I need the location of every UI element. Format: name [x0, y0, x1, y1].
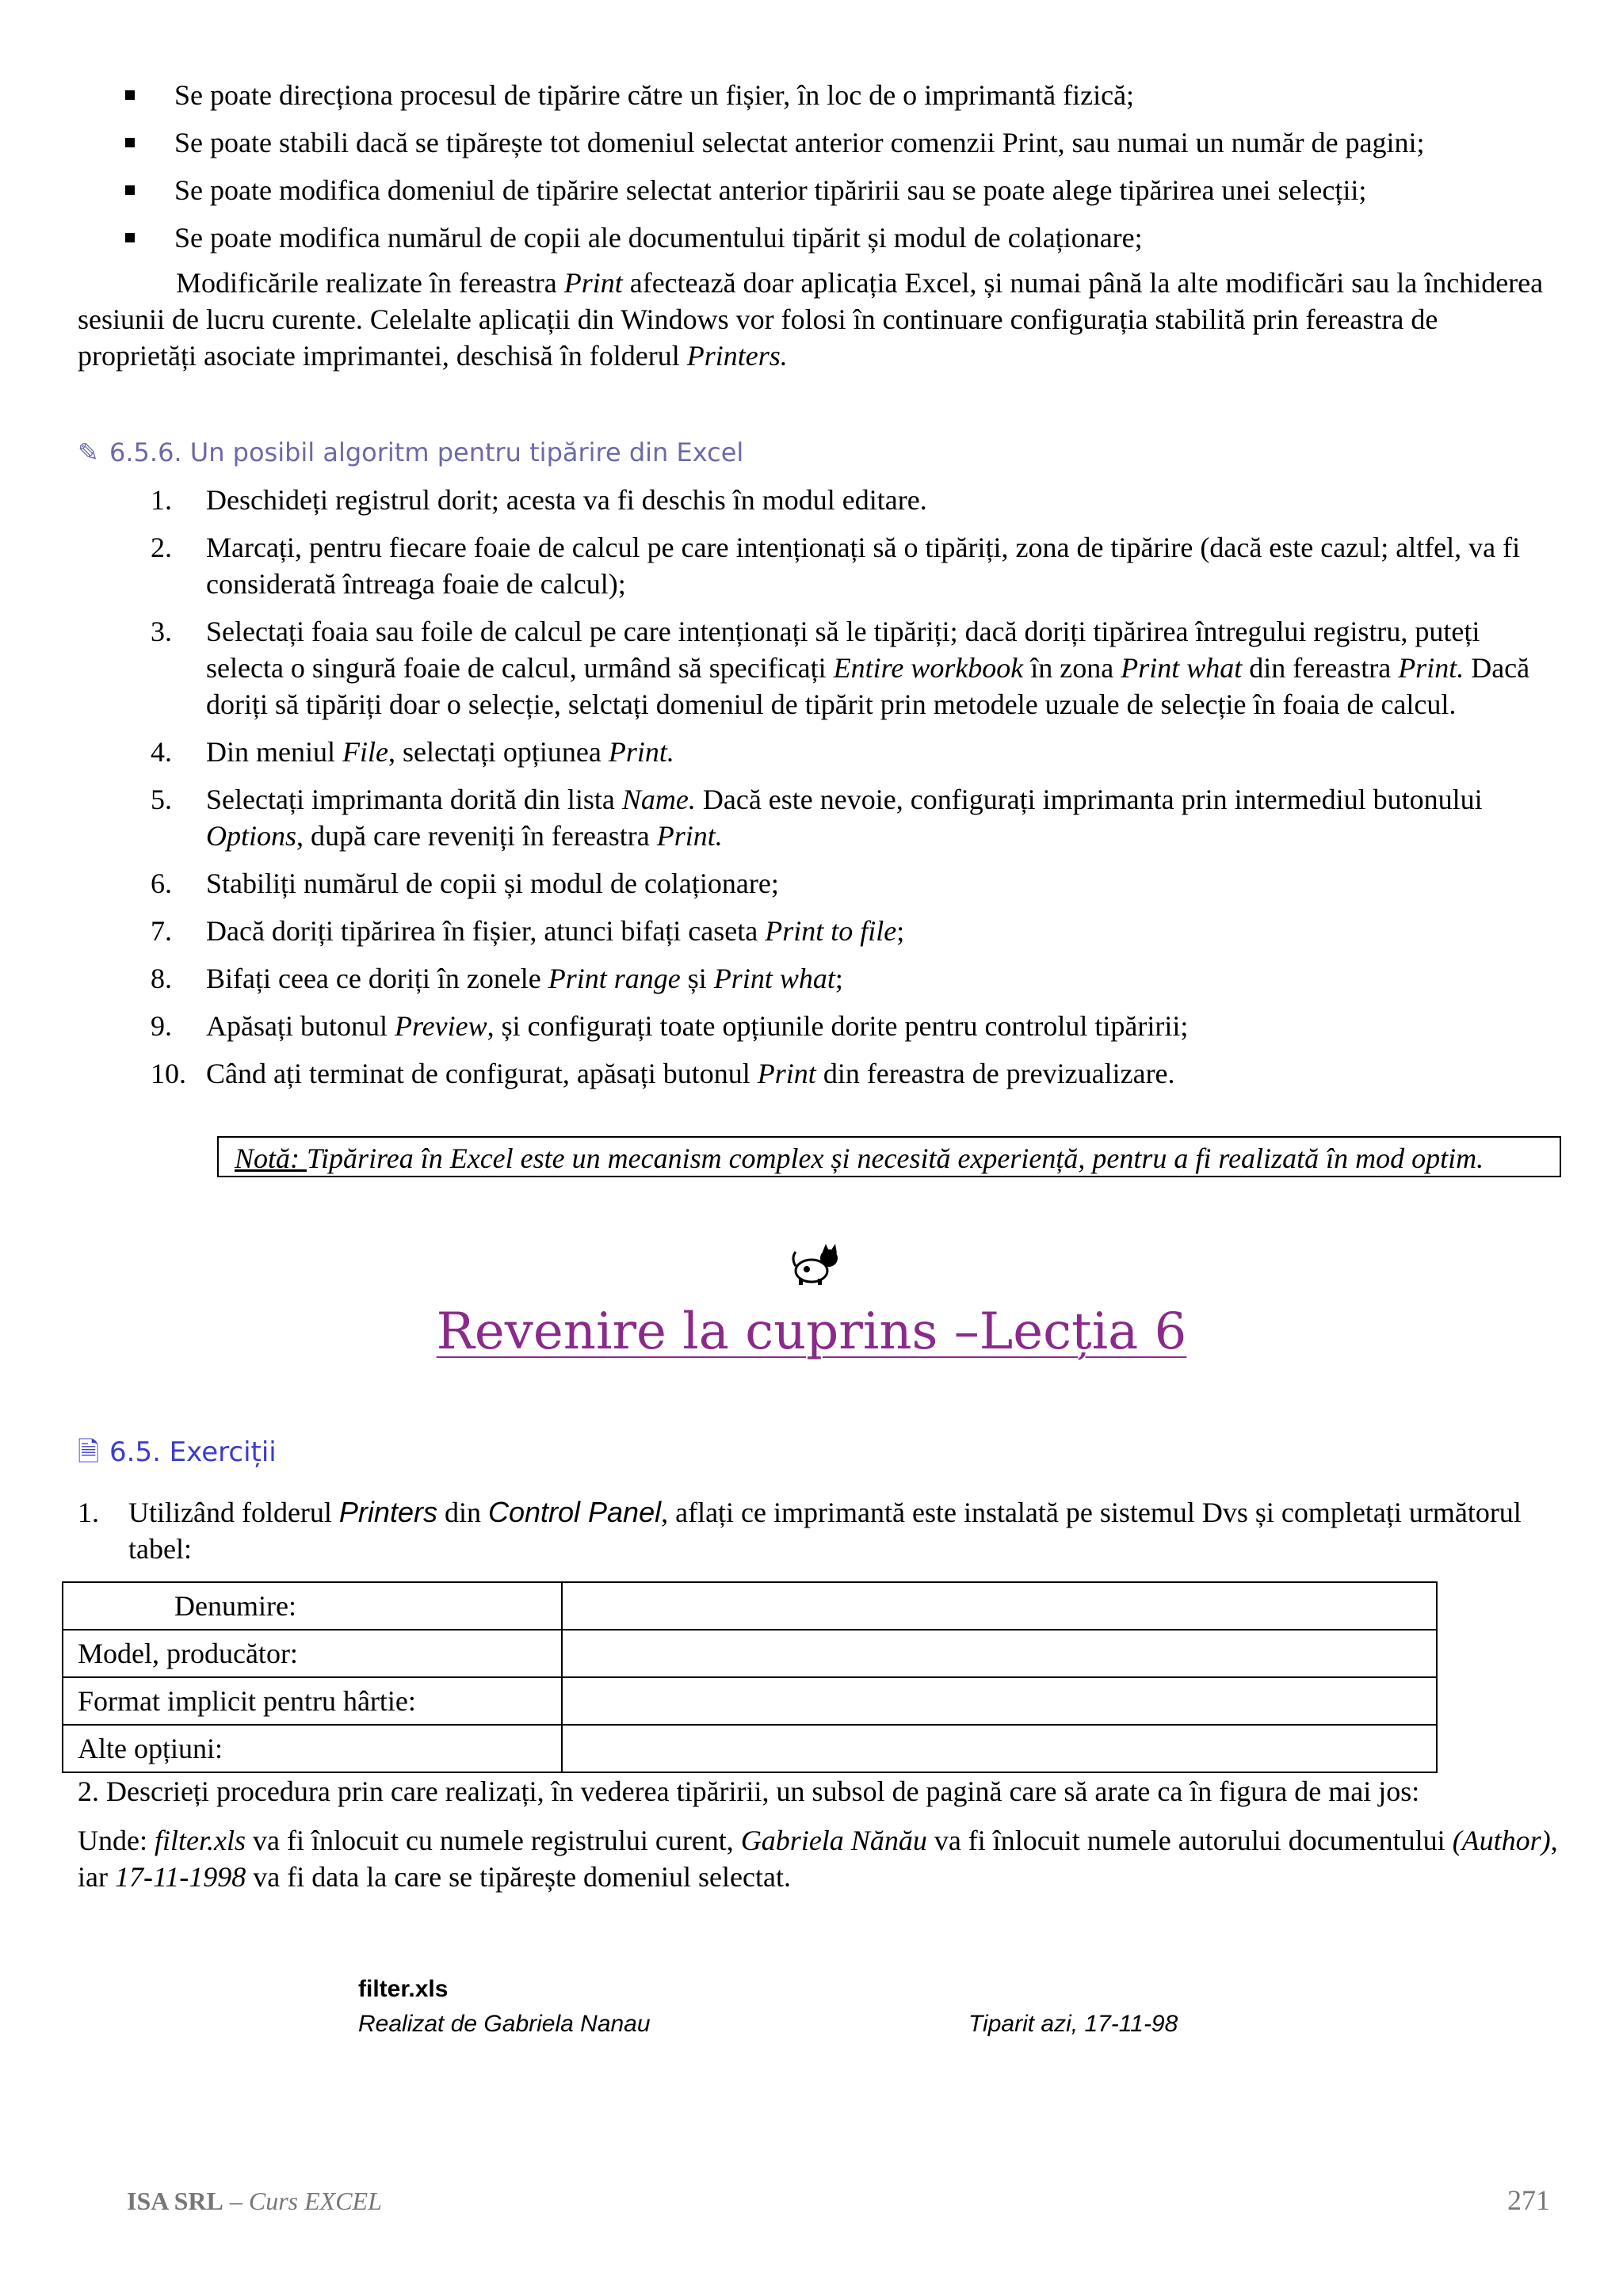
exercise-2: 2. Descrieți procedura prin care realizați, în vederea tipăririi, un subsol de pagină care să arate ca în figura de mai jos: — [78, 1775, 1420, 1807]
list-item: 4. Din meniul File, selectați opțiunea Print. — [151, 736, 674, 768]
exercise-1: 1. Utilizând folderul Printers din Control Panel, aflați ce imprimantă este instalată pe sistemul Dvs și completați următorul tabel: — [78, 1496, 1522, 1565]
pencil-icon: ✎ — [78, 437, 99, 467]
list-item: 7. Dacă doriți tipărirea în fișier, atunci bifați caseta Print to file; — [151, 915, 905, 947]
table-row: Format implicit pentru hârtie: — [63, 1677, 1437, 1725]
bullet-item: Se poate modifica domeniul de tipărire selectat anterior tipăririi sau se poate alege tipărirea unei selecții; — [120, 166, 1587, 214]
list-item: 3. Selectați foaia sau foile de calcul pe care intenționați să le tipăriți; dacă doriți tipărirea întregului registru, puteți selecta o singură foaie de calcul, urmând să specificați Entire workbook în zona Print what din fereastra Print. Dacă doriți să tipăriți doar o selecție, selctați domeniul de tipărit prin metodele uzuale de selecție în foaia de calcul. — [151, 616, 1530, 720]
footer-file-name: filter.xls — [358, 1976, 449, 2002]
list-item: 5. Selectați imprimanta dorită din lista Name. Dacă este nevoie, configurați imprimanta prin intermediul butonului Options, după care reveniți în fereastra Print. — [151, 784, 1483, 852]
note-box: Notă: Tipărirea în Excel este un mecanism complex și necesită experiență, pentru a fi realizată în mod optim. — [217, 1136, 1561, 1177]
list-item: 8. Bifați ceea ce doriți în zonele Print range și Print what; — [151, 963, 843, 994]
table-input-cell[interactable] — [562, 1630, 1437, 1677]
table-input-cell[interactable] — [562, 1677, 1437, 1725]
bullet-square-icon — [125, 90, 135, 100]
bullet-item: Se poate direcționa procesul de tipărire către un fișier, în loc de o imprimantă fizică; — [120, 71, 1587, 119]
bullet-list — [120, 71, 1587, 261]
list-item: 1. Deschideți registrul dorit; acesta va fi deschis în modul editare. — [151, 484, 927, 516]
list-item: 6. Stabiliți numărul de copii și modul de colaționare; — [151, 868, 779, 899]
bullet-square-icon — [125, 233, 135, 242]
list-item: 2. Marcați, pentru fiecare foaie de calcul pe care intenționați să o tipăriți, zona de tipărire (dacă este cazul; altfel, va fi considerată întreaga foaie de calcul); — [151, 532, 1521, 600]
table-input-cell[interactable] — [562, 1725, 1437, 1772]
footer-date: Tiparit azi, 17-11-98 — [968, 2011, 1178, 2037]
table-input-cell[interactable] — [562, 1582, 1437, 1630]
page-number: 271 — [1507, 2184, 1550, 2216]
bullet-square-icon — [125, 138, 135, 147]
table-row: Model, producător: — [63, 1630, 1437, 1677]
bullet-item: Se poate stabili dacă se tipărește tot domeniul selectat anterior comenzii Print, sau numai un număr de pagini; — [120, 119, 1587, 166]
back-to-contents-link[interactable]: Revenire la cuprins –Lecția 6 — [436, 1302, 1187, 1361]
document-icon: 🗎 — [78, 1436, 100, 1468]
printer-info-table — [62, 1581, 1438, 1773]
list-item: 10. Când ați terminat de configurat, apăsați butonul Print din fereastra de previzualizare. — [151, 1058, 1175, 1089]
footer-author: Realizat de Gabriela Nanau — [358, 2011, 651, 2037]
footer-example-figure — [358, 1976, 1277, 2055]
bullet-item: Se poate modifica numărul de copii ale documentului tipărit și modul de colaționare; — [120, 214, 1587, 261]
exercises-heading: 🗎 6.5. Exerciții — [78, 1432, 277, 1472]
cat-icon — [789, 1242, 842, 1287]
page-footer-left: ISA SRL – Curs EXCEL — [127, 2187, 382, 2215]
table-row: Alte opțiuni: — [63, 1725, 1437, 1772]
table-row: Denumire: — [63, 1582, 1437, 1630]
print-window-paragraph: Modificările realizate în fereastra Print afectează doar aplicația Excel, și numai până la alte modificări sau la închiderea sesiunii de lucru curente. Celelalte aplicații din Windows vor folosi în continuare configurația stabilită prin fereastra de proprietăți asociate imprimantei, deschisă în folderul Printers. — [78, 267, 1544, 372]
section-heading: ✎ 6.5.6. Un posibil algoritm pentru tipărire din Excel — [78, 434, 743, 471]
list-item: 9. Apăsați butonul Preview, și configurați toate opțiunile dorite pentru controlul tipăririi; — [151, 1010, 1189, 1042]
bullet-square-icon — [125, 185, 135, 195]
algorithm-steps — [151, 482, 1561, 1103]
exercise-2-details: Unde: filter.xls va fi înlocuit cu numele registrului curent, Gabriela Nănău va fi înlocuit numele autorului documentului (Author), iar 17-11-1998 va fi data la care se tipărește domeniul selectat. — [78, 1825, 1558, 1893]
